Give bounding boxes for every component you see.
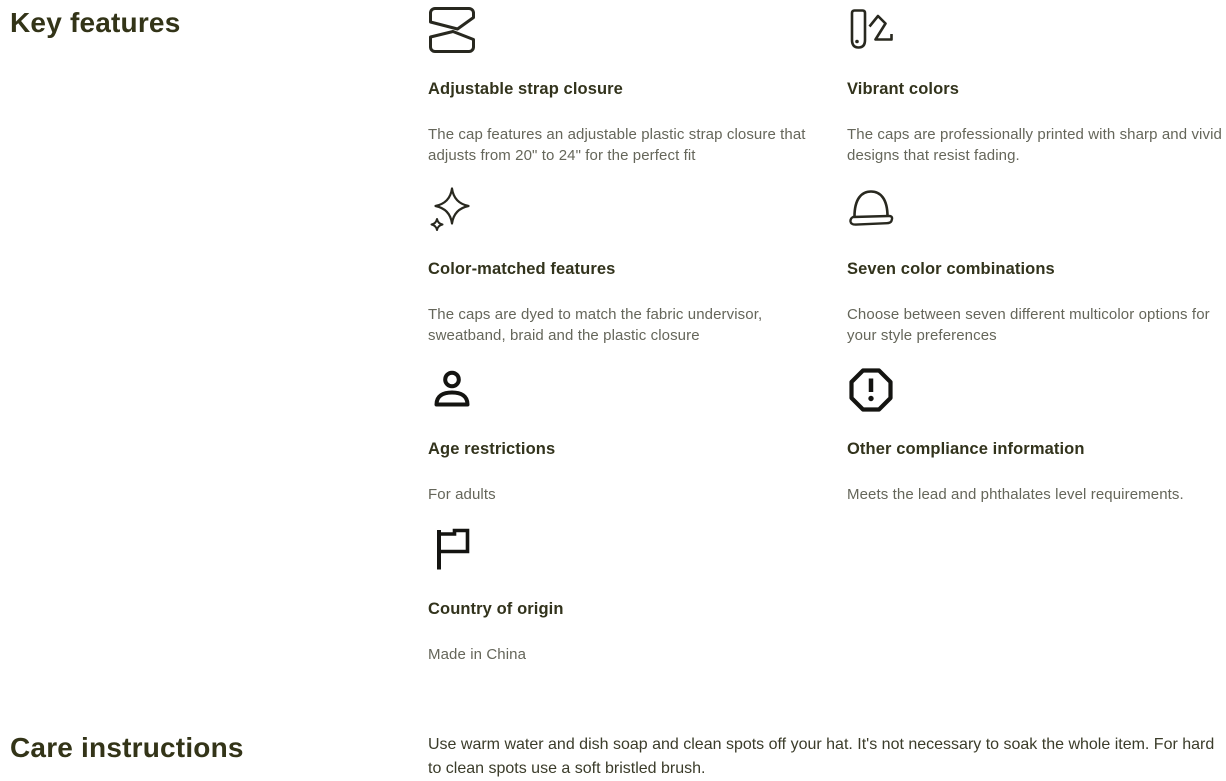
feature-title: Age restrictions bbox=[428, 440, 556, 458]
feature-description: The caps are professionally printed with sharp and vivid designs that resist fading. bbox=[847, 126, 1222, 164]
feature-title: Color-matched features bbox=[428, 260, 616, 278]
key-features-section bbox=[10, 6, 1222, 685]
feature-title: Country of origin bbox=[428, 599, 564, 618]
care-instructions-section bbox=[10, 731, 1216, 781]
feature-item-compliance bbox=[847, 366, 1226, 506]
feature-item-color-combinations bbox=[847, 186, 1226, 346]
feature-description: Made in China bbox=[428, 645, 527, 663]
care-instructions-heading: Care instructions bbox=[10, 732, 244, 763]
feature-description: For adults bbox=[428, 486, 496, 503]
feature-description: Choose between seven different multicolor options for your style preferences bbox=[847, 306, 1210, 344]
person-icon bbox=[428, 366, 476, 414]
feature-title: Adjustable strap closure bbox=[428, 80, 623, 98]
feature-item-vibrant-colors bbox=[847, 6, 1226, 166]
flag-icon bbox=[428, 526, 476, 574]
feature-title: Seven color combinations bbox=[847, 260, 1055, 278]
feature-item-adjustable-strap bbox=[428, 6, 847, 166]
care-instructions-text: Use warm water and dish soap and clean spots off your hat. It's not necessary to soak the whole item. For hard to clean spots use a soft bristled brush. bbox=[428, 736, 1215, 777]
feature-description: Meets the lead and phthalates level requirements. bbox=[847, 486, 1184, 503]
feature-item-age-restrictions bbox=[428, 366, 847, 506]
feature-item-country-of-origin bbox=[428, 526, 847, 666]
feature-item-color-matched bbox=[428, 186, 847, 346]
feature-description: The cap features an adjustable plastic strap closure that adjusts from 20" to 24" for the perfect fit bbox=[428, 126, 806, 164]
features-grid bbox=[428, 6, 1226, 685]
adjustable-strap-icon bbox=[428, 6, 476, 54]
sparkle-icon bbox=[428, 186, 476, 234]
feature-description: The caps are dyed to match the fabric undervisor, sweatband, braid and the plastic closure bbox=[428, 306, 763, 344]
feature-title: Other compliance information bbox=[847, 440, 1085, 458]
feature-title: Vibrant colors bbox=[847, 80, 960, 98]
paint-marker-icon bbox=[847, 6, 895, 54]
alert-octagon-icon bbox=[847, 366, 895, 414]
key-features-heading: Key features bbox=[10, 7, 181, 38]
baseball-cap-icon bbox=[847, 186, 895, 234]
